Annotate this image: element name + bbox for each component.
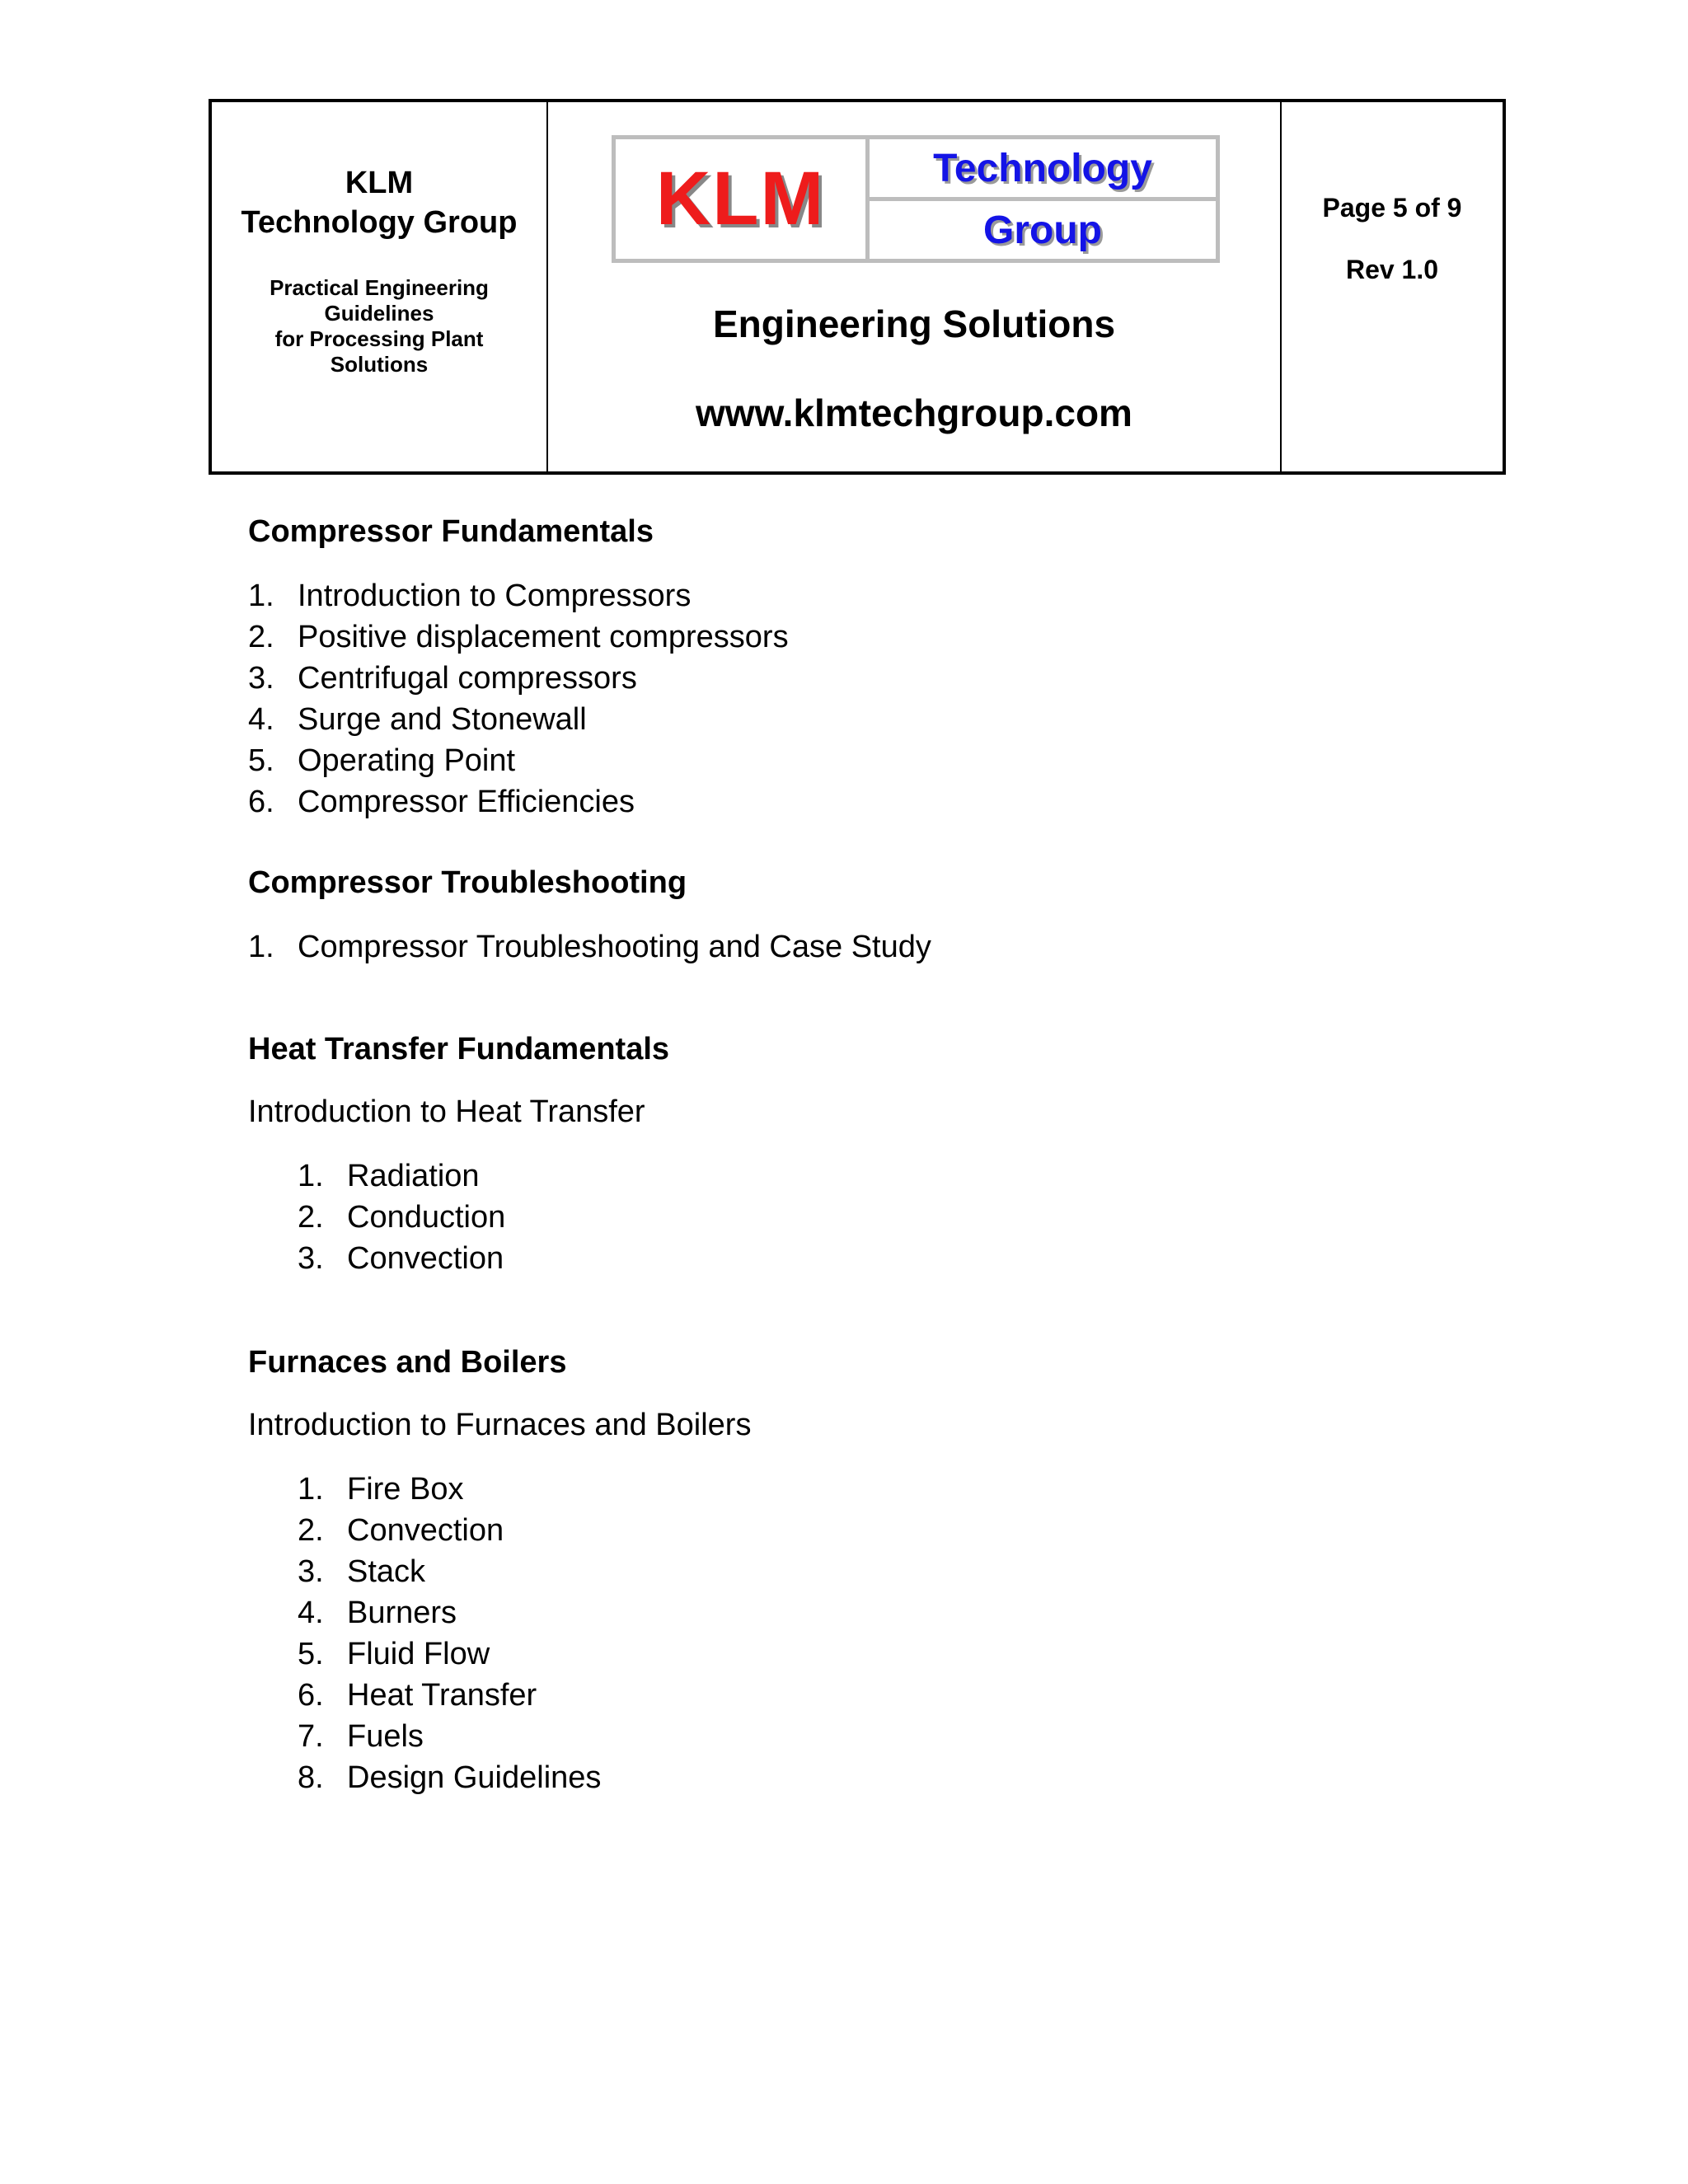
list-item-text: Conduction xyxy=(347,1200,506,1235)
list-item-number: 6. xyxy=(248,785,274,819)
section-heading: Compressor Troubleshooting xyxy=(248,865,687,900)
list-item-number: 2. xyxy=(298,1200,324,1235)
list-item-text: Burners xyxy=(347,1596,457,1630)
list-item-text: Fire Box xyxy=(347,1472,464,1507)
klm-logo xyxy=(612,135,1220,263)
list-item-number: 3. xyxy=(248,661,274,696)
section-intro: Introduction to Heat Transfer xyxy=(248,1094,645,1129)
list-item-number: 4. xyxy=(298,1596,324,1630)
list-item-number: 3. xyxy=(298,1554,324,1589)
list-item-text: Operating Point xyxy=(298,743,516,778)
list-item-number: 2. xyxy=(248,620,274,654)
list-item-text: Compressor Efficiencies xyxy=(298,785,635,819)
logo-klm-text: KLM xyxy=(616,139,870,259)
list-item-number: 1. xyxy=(248,579,274,613)
revision: Rev 1.0 xyxy=(1345,255,1439,284)
list-item-text: Design Guidelines xyxy=(347,1760,602,1795)
company-name xyxy=(212,163,546,242)
list-item-text: Fluid Flow xyxy=(347,1637,490,1671)
list-item-number: 6. xyxy=(298,1678,324,1713)
company-cell xyxy=(212,102,548,471)
list-item-number: 1. xyxy=(248,930,274,964)
list-item-text: Compressor Troubleshooting and Case Study xyxy=(298,930,931,964)
logo-technology-text: Technology xyxy=(870,139,1216,201)
company-name-line2: Technology Group xyxy=(241,205,518,240)
document-header-table xyxy=(209,99,1506,475)
section-intro: Introduction to Furnaces and Boilers xyxy=(248,1408,752,1442)
guidelines-text xyxy=(212,275,546,377)
guidelines-line3: for Processing Plant xyxy=(274,326,484,351)
list-item-number: 4. xyxy=(248,702,274,737)
page-info-cell xyxy=(1282,102,1503,471)
list-item-text: Stack xyxy=(347,1554,426,1589)
list-item-number: 5. xyxy=(298,1637,324,1671)
list-item-text: Convection xyxy=(347,1241,504,1276)
list-item-text: Convection xyxy=(347,1513,504,1548)
list-item-text: Fuels xyxy=(347,1719,424,1754)
list-item-text: Radiation xyxy=(347,1159,480,1193)
logo-group-text: Group xyxy=(983,208,1102,252)
guidelines-line2: Guidelines xyxy=(324,301,434,326)
engineering-solutions-text: Engineering Solutions xyxy=(712,302,1116,345)
list-item-text: Positive displacement compressors xyxy=(298,620,789,654)
logo-right-block xyxy=(870,139,1216,259)
list-item-text: Introduction to Compressors xyxy=(298,579,692,613)
company-name-line1: KLM xyxy=(345,166,414,200)
list-item-number: 2. xyxy=(298,1513,324,1548)
section-heading: Compressor Fundamentals xyxy=(248,514,654,549)
guidelines-line1: Practical Engineering xyxy=(270,275,489,300)
logo-cell xyxy=(548,102,1282,471)
list-item-number: 1. xyxy=(298,1159,324,1193)
guidelines-line4: Solutions xyxy=(330,352,429,377)
list-item-text: Heat Transfer xyxy=(347,1678,537,1713)
list-item-number: 1. xyxy=(298,1472,324,1507)
list-item-number: 5. xyxy=(248,743,274,778)
list-item-number: 8. xyxy=(298,1760,324,1795)
section-heading: Furnaces and Boilers xyxy=(248,1345,567,1380)
website-url: www.klmtechgroup.com xyxy=(696,391,1132,434)
list-item-text: Surge and Stonewall xyxy=(298,702,587,737)
list-item-text: Centrifugal compressors xyxy=(298,661,637,696)
list-item-number: 3. xyxy=(298,1241,324,1276)
section-heading: Heat Transfer Fundamentals xyxy=(248,1032,670,1066)
page-number: Page 5 of 9 xyxy=(1322,193,1462,223)
list-item-number: 7. xyxy=(298,1719,324,1754)
